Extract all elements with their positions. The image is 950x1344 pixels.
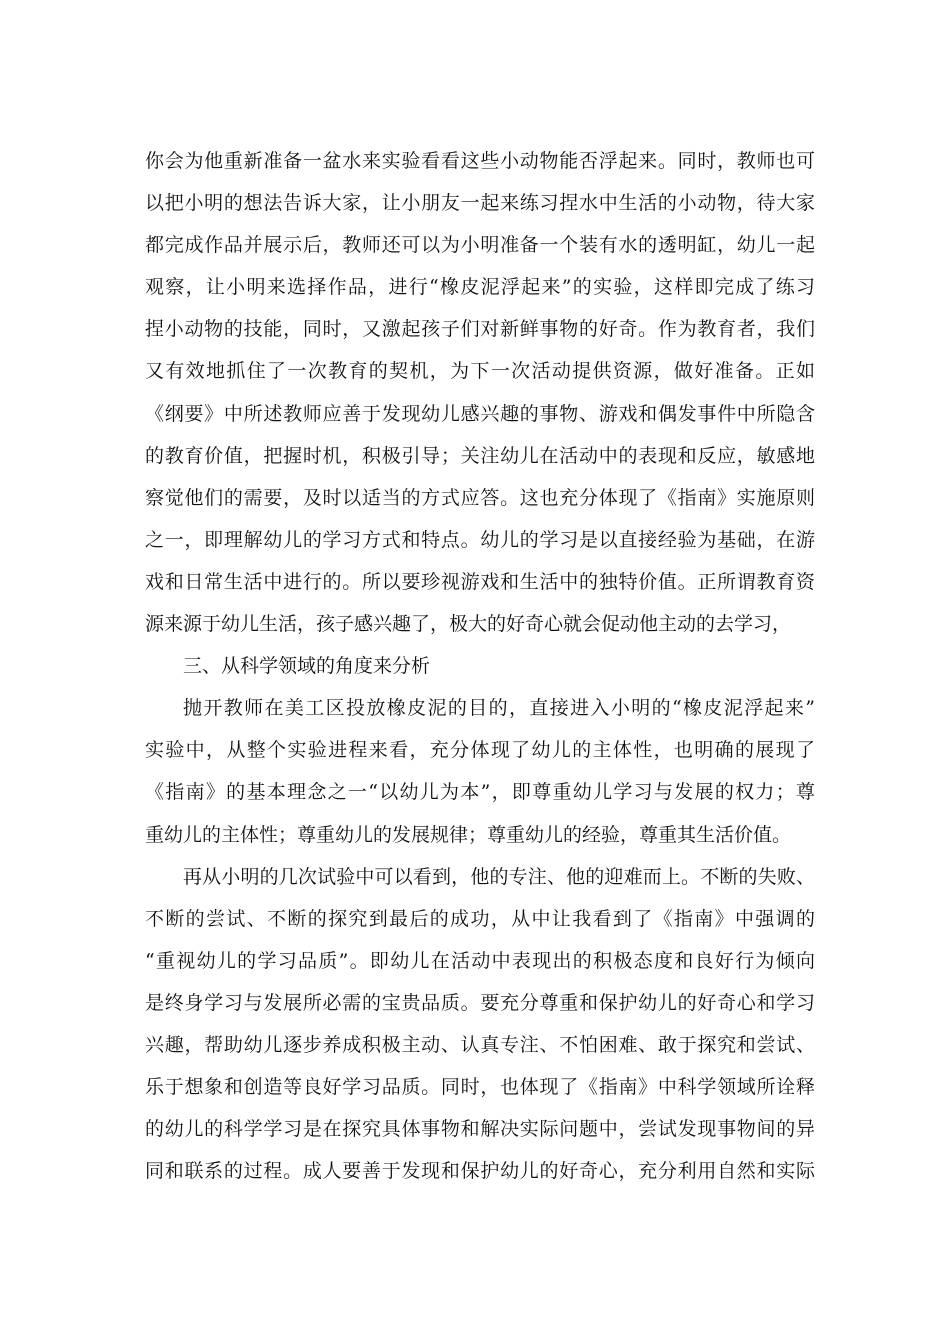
paragraph-3 (145, 856, 815, 1193)
section-heading: 三、从科学领域的角度来分析 (183, 655, 431, 678)
text-line: 实验中，从整个实验进程来看，充分体现了幼儿的主体性，也明确的展现了 (145, 739, 815, 762)
text-line: “重视幼儿的学习品质”。即幼儿在活动中表现出的积极态度和良好行为倾向 (145, 949, 815, 972)
paragraph-2 (145, 687, 815, 855)
text-line: 是终身学习与发展所必需的宝贵品质。要充分尊重和保护幼儿的好奇心和学习 (145, 991, 815, 1014)
text-line: 重幼儿的主体性；尊重幼儿的发展规律；尊重幼儿的经验，尊重其生活价值。 (145, 823, 792, 846)
text-line: 捏小动物的技能，同时，又激起孩子们对新鲜事物的好奇。作为教育者，我们 (145, 318, 815, 341)
text-line: 之一，即理解幼儿的学习方式和特点。幼儿的学习是以直接经验为基础，在游 (145, 528, 815, 551)
text-line: 戏和日常生活中进行的。所以要珍视游戏和生活中的独特价值。正所谓教育资 (145, 570, 815, 593)
text-line: 不断的尝试、不断的探究到最后的成功，从中让我看到了《指南》中强调的 (145, 907, 815, 930)
paragraph-1 (145, 140, 815, 645)
text-line: 同和联系的过程。成人要善于发现和保护幼儿的好奇心，充分利用自然和实际 (145, 1160, 815, 1183)
text-line: 《指南》的基本理念之一“以幼儿为本”，即尊重幼儿学习与发展的权力；尊 (145, 781, 815, 804)
text-line: 源来源于幼儿生活，孩子感兴趣了，极大的好奇心就会促动他主动的去学习， (145, 613, 792, 636)
text-line: 的教育价值，把握时机，积极引导；关注幼儿在活动中的表现和反应，敏感地 (145, 444, 815, 467)
text-line: 兴趣，帮助幼儿逐步养成积极主动、认真专注、不怕困难、敢于探究和尝试、 (145, 1033, 815, 1056)
text-line: 抛开教师在美工区投放橡皮泥的目的，直接进入小明的“橡皮泥浮起来” (183, 697, 815, 720)
document-body (145, 140, 815, 1192)
text-line: 察觉他们的需要，及时以适当的方式应答。这也充分体现了《指南》实施原则 (145, 486, 815, 509)
text-line: 又有效地抓住了一次教育的契机，为下一次活动提供资源，做好准备。正如 (145, 360, 815, 383)
text-line: 《纲要》中所述教师应善于发现幼儿感兴趣的事物、游戏和偶发事件中所隐含 (145, 402, 815, 425)
text-line: 观察，让小明来选择作品，进行“橡皮泥浮起来”的实验，这样即完成了练习 (145, 276, 815, 299)
text-line: 都完成作品并展示后，教师还可以为小明准备一个装有水的透明缸，幼儿一起 (145, 234, 815, 257)
text-line: 再从小明的几次试验中可以看到，他的专注、他的迎难而上。不断的失败、 (183, 865, 815, 888)
text-line: 的幼儿的科学学习是在探究具体事物和解决实际问题中，尝试发现事物间的异 (145, 1118, 815, 1141)
text-line: 以把小明的想法告诉大家，让小朋友一起来练习捏水中生活的小动物，待大家 (145, 192, 815, 215)
text-line: 你会为他重新准备一盆水来实验看看这些小动物能否浮起来。同时，教师也可 (145, 150, 815, 172)
text-line: 乐于想象和创造等良好学习品质。同时，也体现了《指南》中科学领域所诠释 (145, 1076, 815, 1099)
